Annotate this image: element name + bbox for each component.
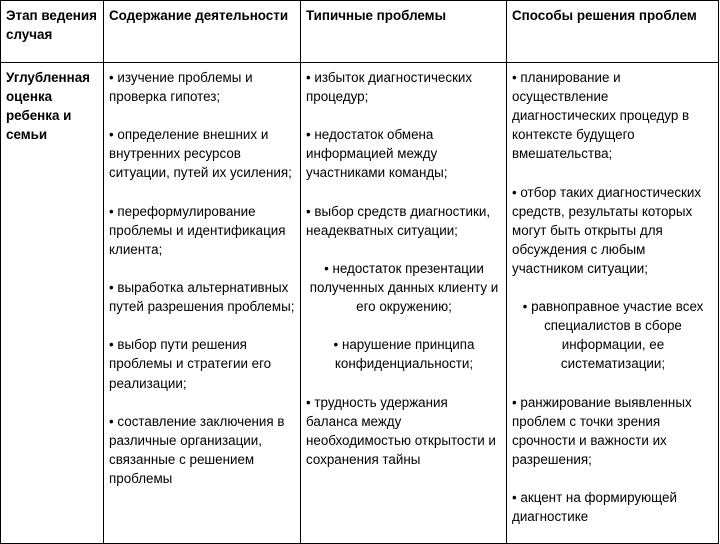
problem-item: • трудность удержания баланса между необходимостью открытости и сохранения тайны [306, 394, 496, 467]
activity-cell [104, 63, 301, 544]
activity-item: • выработка альтернативных путей разрешения проблемы; [109, 280, 295, 315]
activity-item: • составление заключения в различные организации, связанные с решением проблемы [109, 413, 285, 486]
problem-item: • избыток диагностических процедур; [306, 70, 473, 105]
header-activity: Содержание деятельности [104, 1, 301, 63]
header-stage: Этап ведения случая [1, 1, 104, 63]
activity-item: • определение внешних и внутренних ресурсов ситуации, путей их усиления; [109, 127, 292, 181]
stage-cell: Углубленная оценка ребенка и семьи [1, 63, 104, 544]
solution-item: • планирование и осуществление диагностических процедур в контексте будущего вмешательства; [512, 70, 690, 162]
activity-item: • переформулирование проблемы и идентификация клиента; [109, 203, 286, 257]
table-row [1, 63, 719, 544]
activity-item: • изучение проблемы и проверка гипотез; [109, 70, 253, 105]
solution-item: • равноправное участие всех специалистов в сборе информации, ее систематизации; [522, 299, 704, 372]
table-header-row [1, 1, 719, 63]
header-solutions: Способы решения проблем [507, 1, 719, 63]
problem-item: • нарушение принципа конфиденциальности; [333, 337, 475, 372]
solution-item: • ранжирование выявленных проблем с точки зрения срочности и важности их разрешения; [512, 394, 692, 467]
header-problems: Типичные проблемы [301, 1, 507, 63]
problem-item: • выбор средств диагностики, неадекватных ситуации; [306, 203, 491, 238]
problems-cell [301, 63, 507, 544]
problem-item: • недостаток обмена информацией между участниками команды; [306, 127, 448, 181]
solution-item: • отбор таких диагностических средств, результаты которых могут быть открыты для обсуждения с любым участником ситуации; [512, 184, 702, 276]
activity-item: • выбор пути решения проблемы и стратегии его реализации; [109, 337, 272, 391]
solutions-cell [507, 63, 719, 544]
solution-item: • акцент на формирующей диагностике [512, 490, 677, 525]
problem-item: • недостаток презентации полученных данных клиенту и его окружению; [309, 260, 499, 315]
